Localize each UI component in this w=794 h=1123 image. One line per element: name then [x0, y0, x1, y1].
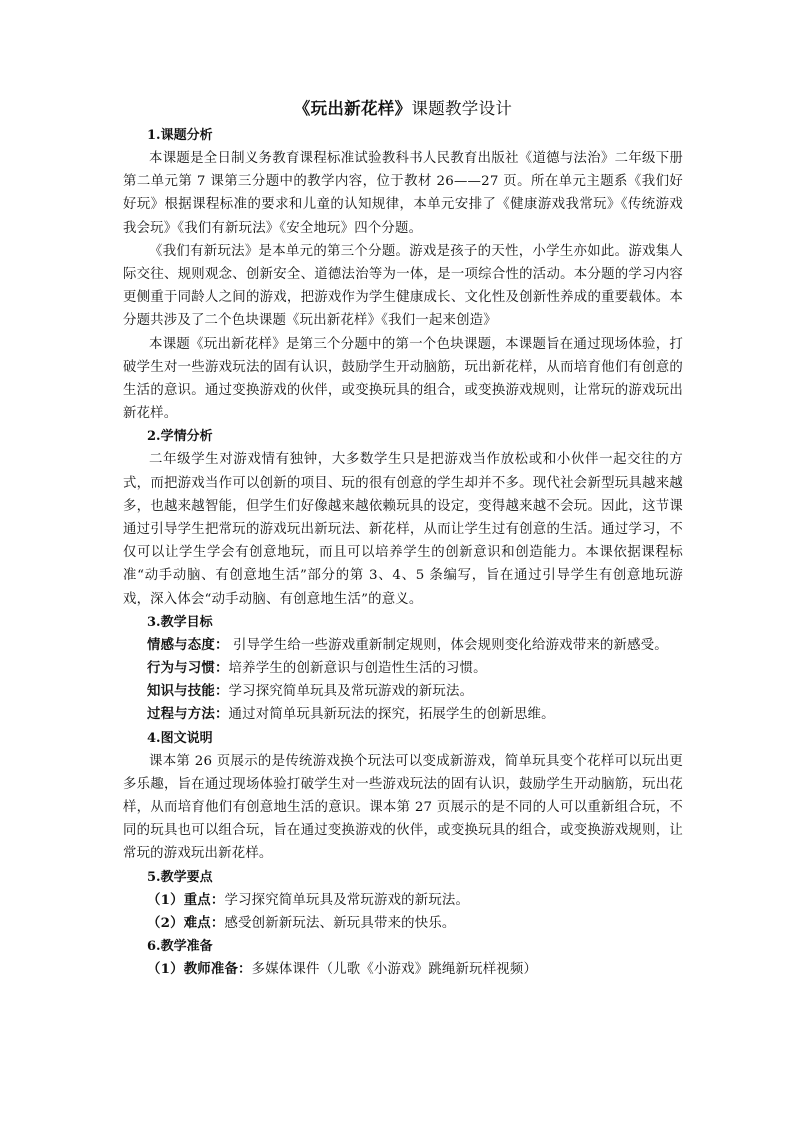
preparation-label: （1）教师准备：: [147, 961, 252, 978]
key-point-label: （2）难点：: [147, 914, 225, 931]
key-point-item: [123, 889, 683, 912]
objective-item: [123, 657, 683, 680]
key-point-text: 感受创新新玩法、新玩具带来的快乐。: [224, 915, 456, 931]
objective-label: 行为与习惯：: [147, 660, 229, 677]
paragraph: 课本第 26 页展示的是传统游戏换个玩法可以变成新游戏，简单玩具变个花样可以玩出更多乐趣，旨在通过现场体验打破学生对一些游戏玩法的固有认识，鼓励学生开动脑筋，玩出花样，从而培育他们有创意地生活的意识。课本第 27 页展示的是不同的人可以重新组合玩，不同的玩具也可以组合玩，旨在通过变换游戏的伙伴，或变换玩具的组合，或变换游戏规则，让常玩的游戏玩出新花样。: [123, 753, 683, 862]
key-point-label: （1）重点：: [147, 891, 225, 908]
section-heading-analysis: 1.课题分析: [147, 128, 213, 143]
section-heading-objectives: 3.教学目标: [147, 614, 213, 630]
objective-item: [123, 680, 683, 703]
key-point-text: 学习探究简单玩具及常玩游戏的新玩法。: [224, 892, 470, 908]
section-heading-preparation: 6.教学准备: [147, 939, 213, 955]
paragraph: 《我们有新玩法》是本单元的第三个分题。游戏是孩子的天性，小学生亦如此。游戏集人际交往、规则观念、创新安全、道德法治等为一体，是一项综合性的活动。本分题的学习内容更侧重于同龄人之间的游戏，把游戏作为学生健康成长、文化性及创新性养成的重要载体。本分题共涉及了二个色块课题《玩出新花样》《我们一起来创造》: [123, 243, 683, 329]
section-heading-student-analysis: 2.学情分析: [147, 429, 213, 445]
objective-text: 通过对简单玩具新玩法的探究，拓展学生的创新思维。: [228, 707, 555, 723]
section-heading-key-points: 5.教学要点: [147, 869, 213, 885]
objective-item: [123, 634, 683, 657]
key-point-item: [123, 912, 683, 935]
document-title: [123, 96, 683, 122]
preparation-text: 多媒体课件（儿歌《小游戏》跳绳新玩样视频）: [251, 962, 538, 978]
document-title-rest: 课题教学设计: [411, 99, 513, 118]
document-title-bold: 《玩出新花样》: [293, 99, 412, 118]
paragraph: 二年级学生对游戏情有独钟，大多数学生只是把游戏当作放松或和小伙伴一起交往的方式，而把游戏当作可以创新的项目、玩的很有创意的学生却并不多。现代社会新型玩具越来越多，也越来越智能，但学生们好像越来越依赖玩具的设定，变得越来越不会玩。因此，这节课通过引导学生把常玩的游戏玩出新玩法、新花样，从而让学生过有创意的生活。通过学习，不仅可以让学生学会有创意地玩，而且可以培养学生的创新意识和创造能力。本课依据课程标准“动手动脑、有创意地生活”部分的第 3、4、5 条编写，旨在通过引导学生有创意地玩游戏，深入体会“动手动脑、有创意地生活”的意义。: [123, 452, 683, 607]
objective-text: 培养学生的创新意识与创造性生活的习惯。: [228, 661, 487, 677]
objective-label: 知识与技能：: [147, 683, 229, 700]
objective-item: [123, 703, 683, 726]
document-body: [123, 96, 683, 981]
section-heading-illustration: 4.图文说明: [147, 730, 213, 746]
objective-text: 学习探究简单玩具及常玩游戏的新玩法。: [228, 684, 474, 700]
paragraph: 本课题《玩出新花样》是第三个分题中的第一个色块课题，本课题旨在通过现场体验，打破学生对一些游戏玩法的固有认识，鼓励学生开动脑筋，玩出新花样，从而培育他们有创意的生活的意识。通过变换游戏的伙伴，或变换玩具的组合，或变换游戏规则，让常玩的游戏玩出新花样。: [123, 336, 683, 422]
objective-text: 引导学生给一些游戏重新制定规则，体会规则变化给游戏带来的新感受。: [228, 637, 668, 653]
paragraph: 本课题是全日制义务教育课程标准试验教科书人民教育出版社《道德与法治》二年级下册第二单元第 7 课第三分题中的教学内容，位于教材 26——27 页。所在单元主题系《我们好好玩》根据课程标准的要求和儿童的认知规律，本单元安排了《健康游戏我常玩》《传统游戏我会玩》《我们有新玩法》《安全地玩》四个分题。: [123, 151, 683, 236]
objective-label: 过程与方法：: [147, 706, 229, 723]
preparation-item: [123, 958, 683, 981]
objective-label: 情感与态度：: [147, 636, 229, 653]
